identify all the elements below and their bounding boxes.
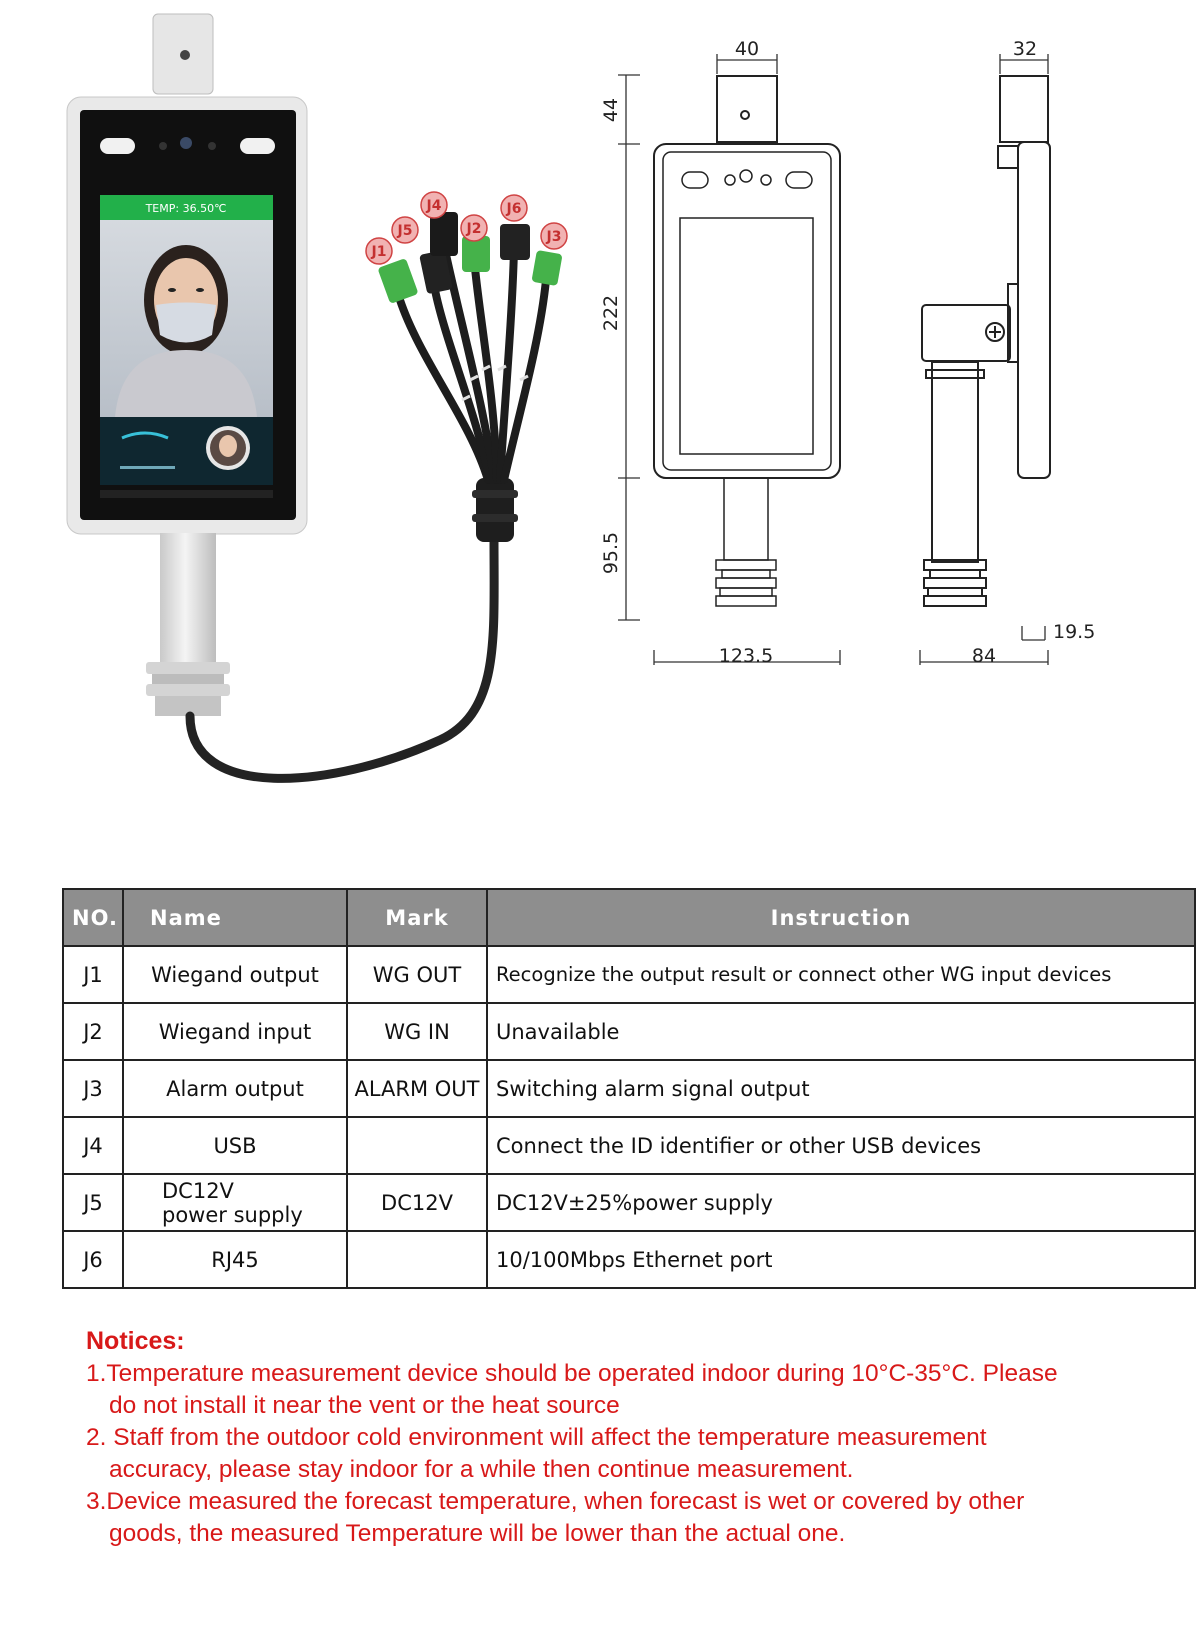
notice-item [86,1486,1176,1550]
connector-label-j4 [421,192,447,218]
cell-instruction: Recognize the output result or connect other WG input devices [487,946,1195,1003]
notice-item [86,1422,1176,1486]
cell-name [123,1174,347,1231]
connector-label-j1 [366,238,392,264]
dim-height-top: 44 [600,97,622,123]
table-row [63,1003,1195,1060]
svg-text:J3: J3 [546,229,562,245]
notice-line: do not install it near the vent or the heat source [109,1392,620,1419]
notice-line: 2. Staff from the outdoor cold environment will affect the temperature measurement [86,1424,987,1451]
notice-line: 1.Temperature measurement device should be operated indoor during 10°C-35°C. Please [86,1360,1058,1387]
cell-instruction: Unavailable [487,1003,1195,1060]
cell-no: J3 [63,1060,123,1117]
table-row [63,1117,1195,1174]
cell-mark [347,1231,487,1288]
table-header-row [63,889,1195,946]
header-mark: Mark [347,889,487,946]
cell-instruction: Switching alarm signal output [487,1060,1195,1117]
table-row [63,1060,1195,1117]
svg-text:J2: J2 [466,221,482,237]
cell-mark: WG OUT [347,946,487,1003]
connector-label-j2 [461,215,487,241]
header-no: NO. [63,889,123,946]
cell-name: Wiegand input [123,1003,347,1060]
connector-label-j5 [392,217,418,243]
cell-name: USB [123,1117,347,1174]
dim-height-mid: 222 [600,294,622,332]
screen-temperature: TEMP: 36.50℃ [145,202,227,215]
table-row [63,1231,1195,1288]
cable-harness [377,212,562,542]
device-photo [67,14,494,778]
cell-name-line2: power supply [162,1202,303,1227]
cell-no: J4 [63,1117,123,1174]
front-view-drawing [654,76,840,606]
cell-mark [347,1117,487,1174]
connector-label-j6 [501,195,527,221]
cell-name: Alarm output [123,1060,347,1117]
header-instruction: Instruction [487,889,1195,946]
cell-no: J5 [63,1174,123,1231]
interface-spec-table [62,888,1196,1289]
cell-no: J6 [63,1231,123,1288]
dim-height-bottom: 95.5 [600,531,622,575]
cell-instruction: Connect the ID identifier or other USB devices [487,1117,1195,1174]
cell-mark: WG IN [347,1003,487,1060]
notice-line: accuracy, please stay indoor for a while then continue measurement. [109,1456,854,1483]
cell-no: J2 [63,1003,123,1060]
cell-no: J1 [63,946,123,1003]
cell-instruction: 10/100Mbps Ethernet port [487,1231,1195,1288]
notice-line: 3.Device measured the forecast temperature, when forecast is wet or covered by other [86,1488,1025,1515]
cell-mark: DC12V [347,1174,487,1231]
notice-item [86,1358,1176,1422]
notices-title: Notices: [86,1327,185,1355]
table-row [63,946,1195,1003]
dim-top-width: 40 [734,38,760,60]
cell-name: RJ45 [123,1231,347,1288]
cell-instruction: DC12V±25%power supply [487,1174,1195,1231]
connector-label-j3 [541,223,567,249]
cell-name: Wiegand output [123,946,347,1003]
side-view-drawing [922,76,1050,606]
dim-front-width: 123.5 [718,645,774,667]
table-row [63,1174,1195,1231]
svg-text:J4: J4 [426,198,442,214]
header-name: Name [123,889,347,946]
svg-text:J1: J1 [371,244,387,260]
notices-section [86,1325,1176,1550]
cell-name-line1: DC12V [162,1178,234,1203]
dim-side-depth: 19.5 [1053,621,1096,643]
dim-side-width: 84 [971,645,997,667]
cell-mark: ALARM OUT [347,1060,487,1117]
dim-side-top-width: 32 [1012,38,1038,60]
svg-text:J6: J6 [506,201,522,217]
notice-line: goods, the measured Temperature will be lower than the actual one. [109,1520,846,1547]
svg-text:J5: J5 [397,223,413,239]
